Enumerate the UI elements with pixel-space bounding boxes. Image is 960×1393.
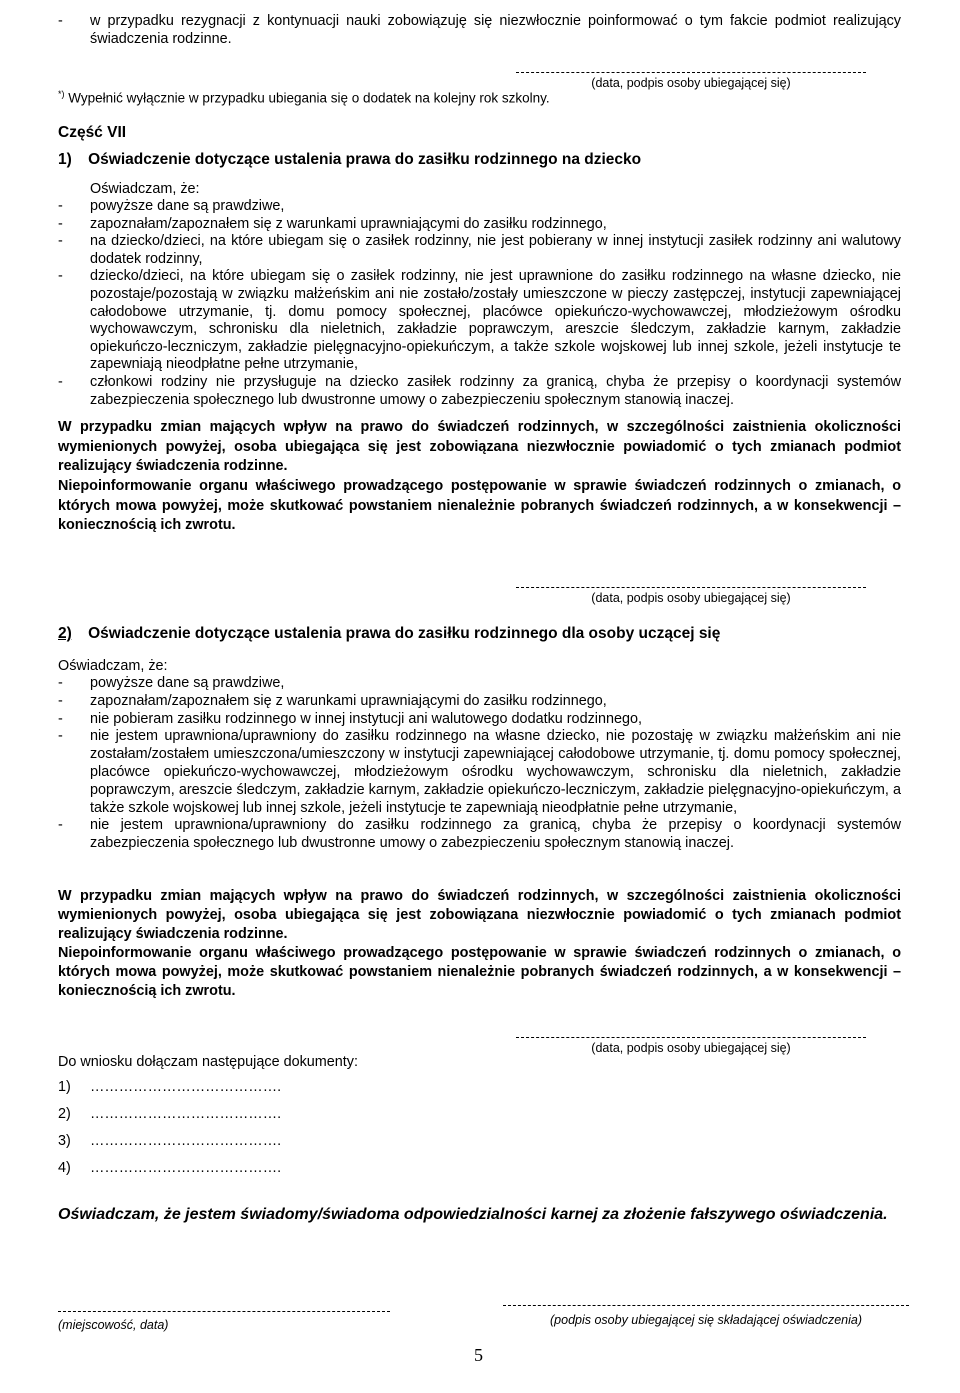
bullet-dash: - [58, 817, 63, 834]
section2-notice-changes: W przypadku zmian mających wpływ na prawo do świadczeń rodzinnych, w szczególności zaistnienia okoliczności wymienionych powyżej, osoba ubiegająca się jest zobowiązana niezwłocznie powiadomić o tych zmianach podmiot realizujący świadczenia rodzinne. [58, 888, 901, 942]
bullet-dash: - [58, 692, 63, 709]
bullet-dash: - [58, 675, 63, 691]
attachment-fill-field[interactable]: …………………………………. [90, 1133, 282, 1149]
attachment-item[interactable] [58, 1105, 281, 1132]
section2-title [58, 625, 720, 643]
section-title-text: Oświadczenie dotyczące ustalenia prawa do zasiłku rodzinnego dla osoby uczącej się [88, 625, 721, 642]
final-signature-block [503, 1305, 909, 1329]
final-signature-caption: (podpis osoby ubiegającej się składającej oświadczenia) [550, 1313, 862, 1327]
list-item [58, 374, 901, 409]
signature-caption: (data, podpis osoby ubiegającej się) [591, 591, 791, 605]
list-item-text: zapoznałam/zapoznałem się z warunkami uprawniającymi do zasiłku rodzinnego, [90, 215, 607, 232]
top-continuation-list [58, 12, 901, 48]
signature-caption: (data, podpis osoby ubiegającej się) [591, 1041, 791, 1055]
list-item [58, 233, 901, 268]
list-item-text: nie pobieram zasiłku rodzinnego w innej instytucji ani walutowego dodatku rodzinnego, [90, 710, 642, 727]
attachment-fill-field[interactable]: …………………………………. [90, 1160, 282, 1176]
attachment-item[interactable] [58, 1132, 281, 1159]
section-number: 1) [58, 151, 72, 168]
attachment-item[interactable] [58, 1159, 281, 1186]
signature-block [516, 1037, 866, 1057]
signature-caption: (data, podpis osoby ubiegającej się) [591, 76, 791, 90]
section-number: 2) [58, 625, 72, 642]
bullet-dash: - [58, 215, 63, 232]
attachment-number: 2) [58, 1106, 71, 1122]
page-number: 5 [474, 1345, 483, 1365]
list-item-text: powyższe dane są prawdziwe, [90, 198, 285, 214]
attachment-fill-field[interactable]: …………………………………. [90, 1079, 282, 1095]
section1-statement-list [58, 198, 901, 409]
bullet-dash: - [58, 198, 63, 214]
list-item-text: członkowi rodziny nie przysługuje na dziecko zasiłek rodzinny za granicą, chyba że przepisy o koordynacji systemów zabezpieczenia społecznego lub dwustronne umowy o zabezpieczeniu społecznym stanowią inaczej. [90, 373, 901, 408]
list-item [58, 728, 901, 817]
bullet-dash: - [58, 373, 63, 390]
bullet-dash: - [58, 728, 63, 745]
list-item-text: dziecko/dzieci, na które ubiegam się o zasiłek rodzinny, nie jest uprawnione do zasiłku rodzinnego na własne dziecko, nie pozostaje/pozostają w związku małżeńskim ani nie zostało/zostały umieszczone w pieczy zastępczej, instytucji zapewniającej całodobowe utrzymanie, tj. domu pomocy społecznej, placówce opiekuńczo-wychowawczej, młodzieżowym ośrodku wychowawczym, schronisku dla nieletnich, zakładzie poprawczym, areszcie śledczym, zakładzie karnym, zakładzie opiekuńczo-leczniczym, zakładzie pielęgnacyjno-opiekuńczym, a także szkole wojskowej lub innej szkole, jeżeli instytucje te zapewniają nieodpłatne pełne utrzymanie, [90, 268, 901, 373]
signature-block [516, 72, 866, 92]
section1-title [58, 151, 641, 169]
footnote [58, 85, 550, 108]
place-date-line [58, 1311, 390, 1312]
signature-line [516, 1037, 866, 1038]
list-item-text: na dziecko/dzieci, na które ubiegam się o zasiłek rodzinny, nie jest pobierany w innej instytucji zasiłek rodzinny ani walutowy dodatek rodzinny, [90, 233, 901, 267]
attachment-item[interactable] [58, 1078, 281, 1105]
signature-line [516, 72, 866, 73]
list-item [58, 268, 901, 374]
list-item [58, 216, 901, 234]
section2-notice-consequences: Niepoinformowanie organu właściwego prowadzącego postępowanie w sprawie świadczeń rodzinnych o zmianach, o których mowa powyżej, może skutkować powstaniem nienależnie pobranych świadczeń rodzinnych, a w konsekwencji – koniecznością ich zwrotu. [58, 945, 901, 999]
signature-line [503, 1305, 909, 1306]
final-statement: Oświadczam, że jestem świadomy/świadoma odpowiedzialności karnej za złożenie fałszywego oświadczenia. [58, 1206, 888, 1223]
attachment-number: 3) [58, 1133, 71, 1149]
bullet-dash: - [58, 13, 63, 29]
footnote-marker: *) [58, 89, 65, 99]
signature-block [516, 587, 866, 607]
attachment-number: 4) [58, 1160, 71, 1176]
bullet-dash: - [58, 233, 63, 250]
section2-statement-list [58, 675, 901, 853]
section2-intro: Oświadczam, że: [58, 658, 168, 674]
list-item [58, 12, 901, 48]
list-item [58, 693, 901, 711]
attachments-list [58, 1078, 281, 1186]
place-date-block [58, 1311, 390, 1334]
section1-intro: Oświadczam, że: [90, 181, 200, 197]
attachment-number: 1) [58, 1079, 71, 1095]
bullet-dash: - [58, 268, 63, 285]
signature-line [516, 587, 866, 588]
bullet-dash: - [58, 710, 63, 727]
section1-notice-changes: W przypadku zmian mających wpływ na prawo do świadczeń rodzinnych, w szczególności zaistnienia okoliczności wymienionych powyżej, osoba ubiegająca się jest zobowiązana niezwłocznie powiadomić o tych zmianach podmiot realizujący świadczenia rodzinne. [58, 419, 901, 474]
list-item-text: powyższe dane są prawdziwe, [90, 675, 285, 691]
list-item [58, 711, 901, 729]
list-item-text: w przypadku rezygnacji z kontynuacji nauki zobowiązuję się niezwłocznie poinformować o tym fakcie podmiot realizujący świadczenia rodzinne. [90, 13, 901, 47]
list-item [58, 675, 901, 693]
place-date-caption: (miejscowość, data) [58, 1318, 169, 1332]
list-item-text: zapoznałam/zapoznałem się z warunkami uprawniającymi do zasiłku rodzinnego, [90, 692, 607, 709]
footnote-text: Wypełnić wyłącznie w przypadku ubiegania się o dodatek na kolejny rok szkolny. [68, 90, 550, 106]
part-title: Część VII [58, 124, 127, 141]
section-title-text: Oświadczenie dotyczące ustalenia prawa do zasiłku rodzinnego na dziecko [88, 151, 642, 168]
list-item [58, 198, 901, 216]
list-item-text: nie jestem uprawniona/uprawniony do zasiłku rodzinnego za granicą, chyba że przepisy o koordynacji systemów zabezpieczenia społecznego lub dwustronne umowy o zabezpieczeniu społecznym stanowią inaczej. [90, 817, 901, 852]
list-item-text: nie jestem uprawniona/uprawniony do zasiłku rodzinnego na własne dziecko, nie pozostaję w związku małżeńskim ani nie zostałam/zostałem umieszczona/umieszczony w instytucji zapewniającej całodobowe utrzymanie, tj. domu pomocy społecznej, placówce opiekuńczo-wychowawczej, młodzieżowym ośrodku wychowawczym, schronisku dla nieletnich, zakładzie poprawczym, areszcie śledczym, zakładzie karnym, zakładzie opiekuńczo-leczniczym, zakładzie pielęgnacyjno-opiekuńczym, a także szkole wojskowej lub innej szkole, jeżeli instytucje te zapewniają nieodpłatnie pełne utrzymanie, [90, 728, 901, 816]
attachments-intro: Do wniosku dołączam następujące dokumenty: [58, 1054, 358, 1070]
section1-notice-consequences: Niepoinformowanie organu właściwego prowadzącego postępowanie w sprawie świadczeń rodzinnych o zmianach, o których mowa powyżej, może skutkować powstaniem nienależnie pobranych świadczeń rodzinnych, a w konsekwencji – koniecznością ich zwrotu. [58, 478, 901, 533]
list-item [58, 817, 901, 853]
attachment-fill-field[interactable]: …………………………………. [90, 1106, 282, 1122]
